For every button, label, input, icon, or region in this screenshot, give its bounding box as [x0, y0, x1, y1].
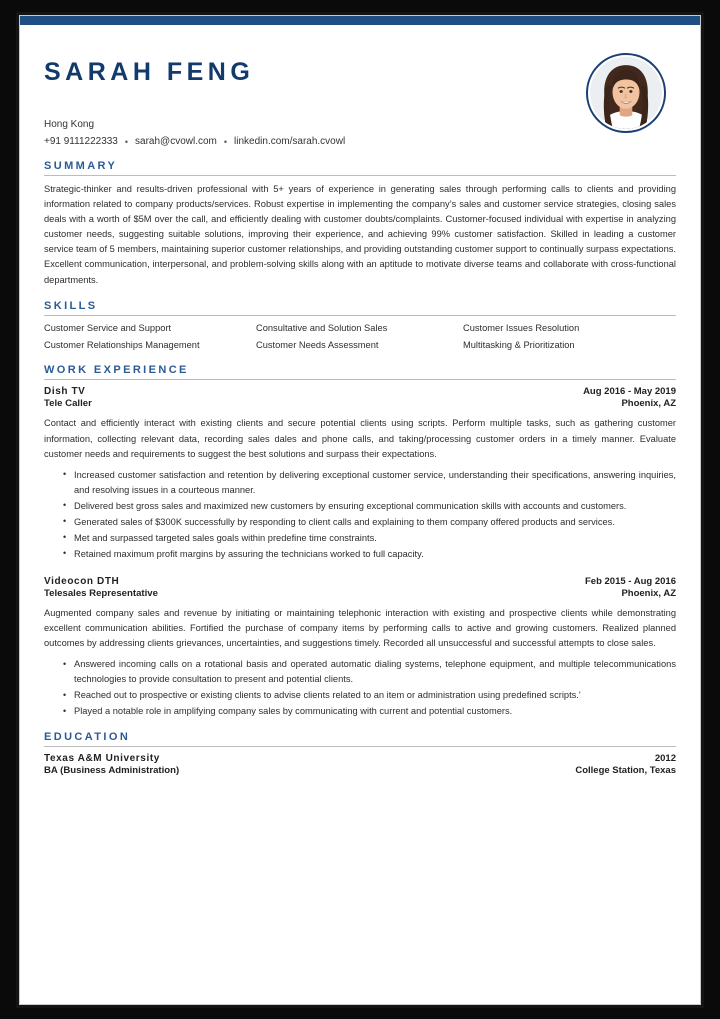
- job-bullet: • Delivered best gross sales and maximized new customers by ensuring exceptional communication skills with accounts and customers.: [74, 499, 676, 514]
- education-school: Texas A&M University: [44, 753, 160, 765]
- section-work-experience: [44, 364, 676, 719]
- job-description: Contact and efficiently interact with existing clients and secure potential clients using scripts. Perform multiple tasks, such as gathering customer information, collecting relevant data, recording sales dales and phone calls, and taking/processing customer orders in a timely manner. Evaluate customer needs and requirements to suggest the best solutions and surpass their expectations.: [44, 418, 676, 459]
- job-company: Videocon DTH: [44, 575, 120, 587]
- education-year: 2012: [654, 753, 676, 765]
- skill-item: Multitasking & Prioritization: [463, 339, 575, 350]
- resume-header: [44, 51, 676, 148]
- section-divider: [44, 379, 676, 380]
- section-education: [44, 731, 676, 776]
- job-description: Augmented company sales and revenue by initiating or maintaining telephonic interaction with existing and prospective clients while demonstrating excellent communication abilities. Fortified the purchase of company items by performing calls to active and growing customers. Realized planned outcomes by addressing clients grievances, uncertainties, and suggestions timely. Recorded all unsuccessful and successful attempts to close sales.: [44, 607, 676, 648]
- skill-item: Customer Issues Resolution: [463, 322, 580, 333]
- skill-item: Customer Service and Support: [44, 322, 172, 333]
- job-company: Dish TV: [44, 386, 86, 398]
- job-location: Phoenix, AZ: [621, 587, 676, 599]
- job-bullet: • Played a notable role in amplifying company sales by communicating with current and potential customers.: [74, 704, 676, 719]
- section-title-work-experience: WORK EXPERIENCE: [44, 364, 189, 377]
- avatar-photo: [590, 57, 662, 129]
- job-bullet: • Met and surpassed targeted sales goals within predefine time constraints.: [74, 531, 676, 546]
- job-bullet: • Retained maximum profit margins by assuring the technicians worked to full capacity.: [74, 547, 676, 562]
- page-title: SARAH FENG: [44, 58, 255, 86]
- section-title-skills: SKILLS: [44, 299, 98, 312]
- work-experience-entry: [44, 576, 676, 719]
- job-dates: Aug 2016 - May 2019: [583, 386, 676, 398]
- skill-item: Customer Relationships Management: [44, 339, 200, 350]
- section-title-summary: SUMMARY: [44, 160, 118, 173]
- section-title-education: EDUCATION: [44, 731, 131, 744]
- job-title: Tele Caller: [44, 398, 92, 410]
- resume-page: [19, 15, 701, 1005]
- contact-line: [44, 136, 586, 148]
- education-entry: [44, 753, 676, 776]
- section-divider: [44, 746, 676, 747]
- education-location: College Station, Texas: [575, 765, 676, 777]
- header-location: Hong Kong: [44, 119, 95, 131]
- contact-separator-icon: •: [124, 136, 129, 147]
- contact-email[interactable]: sarah@cvowl.com: [135, 136, 217, 148]
- section-skills: [44, 300, 676, 353]
- job-location: Phoenix, AZ: [621, 398, 676, 410]
- skills-grid: [44, 322, 676, 353]
- job-bullet-list: [44, 657, 676, 719]
- summary-text: Strategic-thinker and results-driven professional with 5+ years of experience in generating sales through performing calls to clients and providing information related to company products/services. Robust expertise in implementing the company’s sales and customer service strategies, closing sales deals with a worth of $5M over the call, and efficiently dealing with customer doubts/complaints. Customer-focused individual with expertise in analyzing customer needs, suggesting suitable solutions, improving their experience, and achieving 99% customer satisfaction. Skilled in leading a customer service team of 5 members, maintaining superior customer relationships, and providing outstanding customer support to continually surpass expectations. Excellent communication, interpersonal, and problem-solving skills along with an aptitude to motivate diverse teams and collaborate with cross-functional departments.: [44, 184, 676, 285]
- section-divider: [44, 175, 676, 176]
- job-bullet: • Answered incoming calls on a rotational basis and operated automatic dialing systems, telephone equipment, and multiple telecommunications technologies to provide consultation to present and potential clients.: [74, 657, 676, 687]
- avatar: [586, 53, 666, 133]
- work-experience-entry: [44, 386, 676, 561]
- portrait-icon: [590, 57, 662, 129]
- section-summary: [44, 160, 676, 287]
- top-accent-bar: [20, 16, 700, 25]
- contact-linkedin[interactable]: linkedin.com/sarah.cvowl: [234, 136, 346, 148]
- job-bullet: • Reached out to prospective or existing clients to advise clients related to an item or administration using predefined scripts.': [74, 688, 676, 703]
- contact-separator-icon: •: [223, 136, 228, 147]
- job-bullet: • Generated sales of $300K successfully by responding to client calls and explaining to them company offered products and services.: [74, 515, 676, 530]
- education-degree: BA (Business Administration): [44, 765, 180, 777]
- job-bullet: • Increased customer satisfaction and retention by delivering exceptional customer service, understanding their specifications, answering inquiries, and resolving issues in a courteous manner.: [74, 468, 676, 498]
- job-title: Telesales Representative: [44, 587, 158, 599]
- skill-item: Customer Needs Assessment: [256, 339, 379, 350]
- job-bullet-list: [44, 468, 676, 562]
- job-dates: Feb 2015 - Aug 2016: [585, 575, 676, 587]
- section-divider: [44, 315, 676, 316]
- skill-item: Consultative and Solution Sales: [256, 322, 388, 333]
- contact-phone: +91 9111222333: [44, 136, 118, 148]
